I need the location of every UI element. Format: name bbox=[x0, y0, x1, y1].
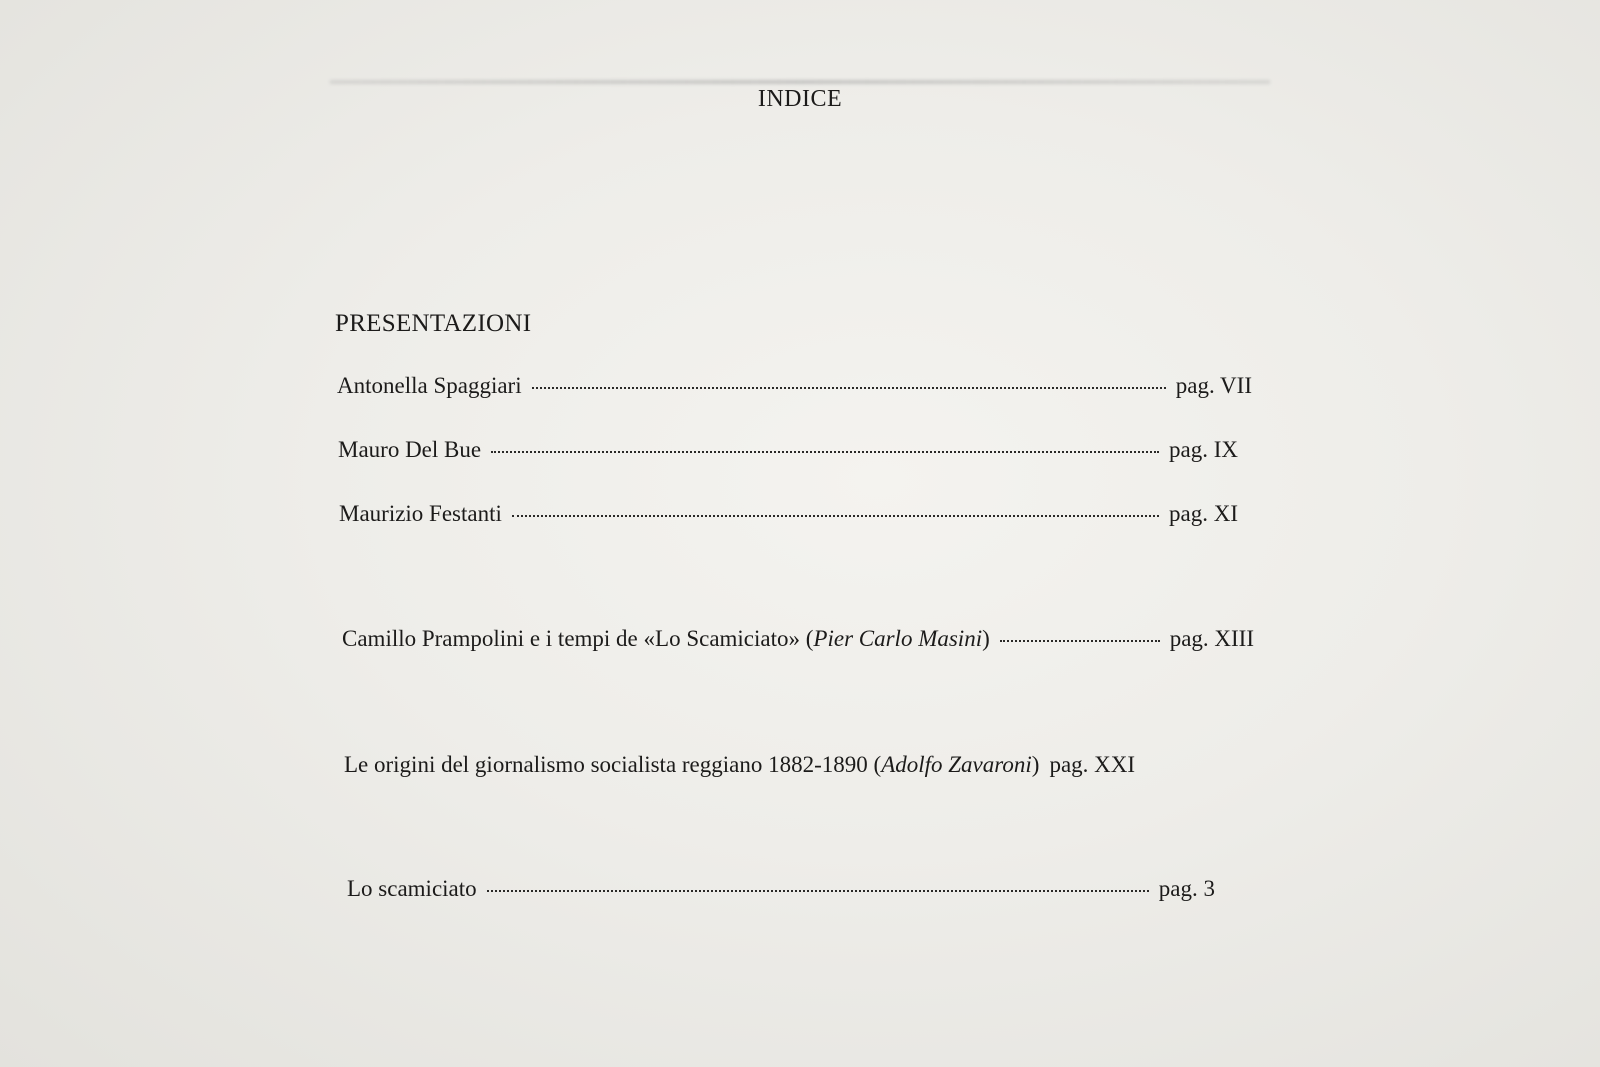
toc-entry-label: Mauro Del Bue bbox=[338, 437, 482, 462]
toc-entry-label bbox=[342, 626, 990, 652]
toc-entry-label: Lo scamiciato bbox=[347, 876, 477, 901]
dot-leader bbox=[512, 515, 1159, 517]
toc-entry-label bbox=[344, 752, 1039, 778]
page-title: INDICE bbox=[757, 86, 843, 112]
toc-entry-author: Adolfo Zavaroni bbox=[881, 752, 1032, 777]
toc-entry-del-bue bbox=[338, 437, 1238, 463]
toc-entry-label: Maurizio Festanti bbox=[339, 501, 502, 526]
toc-entry-label: Antonella Spaggiari bbox=[337, 373, 522, 398]
toc-entry-title: Camillo Prampolini e i tempi de «Lo Scamiciato» ( bbox=[342, 626, 814, 651]
toc-entry-title: Le origini del giornalismo socialista reggiano 1882-1890 ( bbox=[344, 752, 882, 777]
toc-entry-origini bbox=[344, 752, 1256, 778]
dot-leader bbox=[1000, 640, 1160, 642]
dot-leader bbox=[532, 387, 1166, 389]
toc-entry-page: pag. IX bbox=[1169, 437, 1238, 462]
toc-entry-festanti bbox=[339, 501, 1238, 527]
toc-entry-author: Pier Carlo Masini bbox=[813, 626, 983, 651]
toc-entry-page: pag. XI bbox=[1169, 501, 1238, 526]
toc-entry-page: pag. VII bbox=[1175, 373, 1252, 398]
toc-entry-spaggiari bbox=[337, 373, 1252, 399]
toc-entry-page: pag. XXI bbox=[1049, 752, 1136, 777]
toc-entry-page: pag. XIII bbox=[1169, 626, 1254, 651]
toc-entry-page: pag. 3 bbox=[1158, 876, 1215, 901]
toc-entry-scamiciato bbox=[347, 876, 1215, 902]
dot-leader bbox=[487, 890, 1149, 892]
dot-leader bbox=[491, 451, 1159, 453]
toc-entry-title-end: ) bbox=[1031, 752, 1040, 777]
toc-entry-prampolini bbox=[342, 626, 1254, 652]
toc-entry-title-end: ) bbox=[982, 626, 990, 651]
header-rule bbox=[330, 80, 1270, 84]
section-heading: PRESENTAZIONI bbox=[335, 310, 532, 337]
